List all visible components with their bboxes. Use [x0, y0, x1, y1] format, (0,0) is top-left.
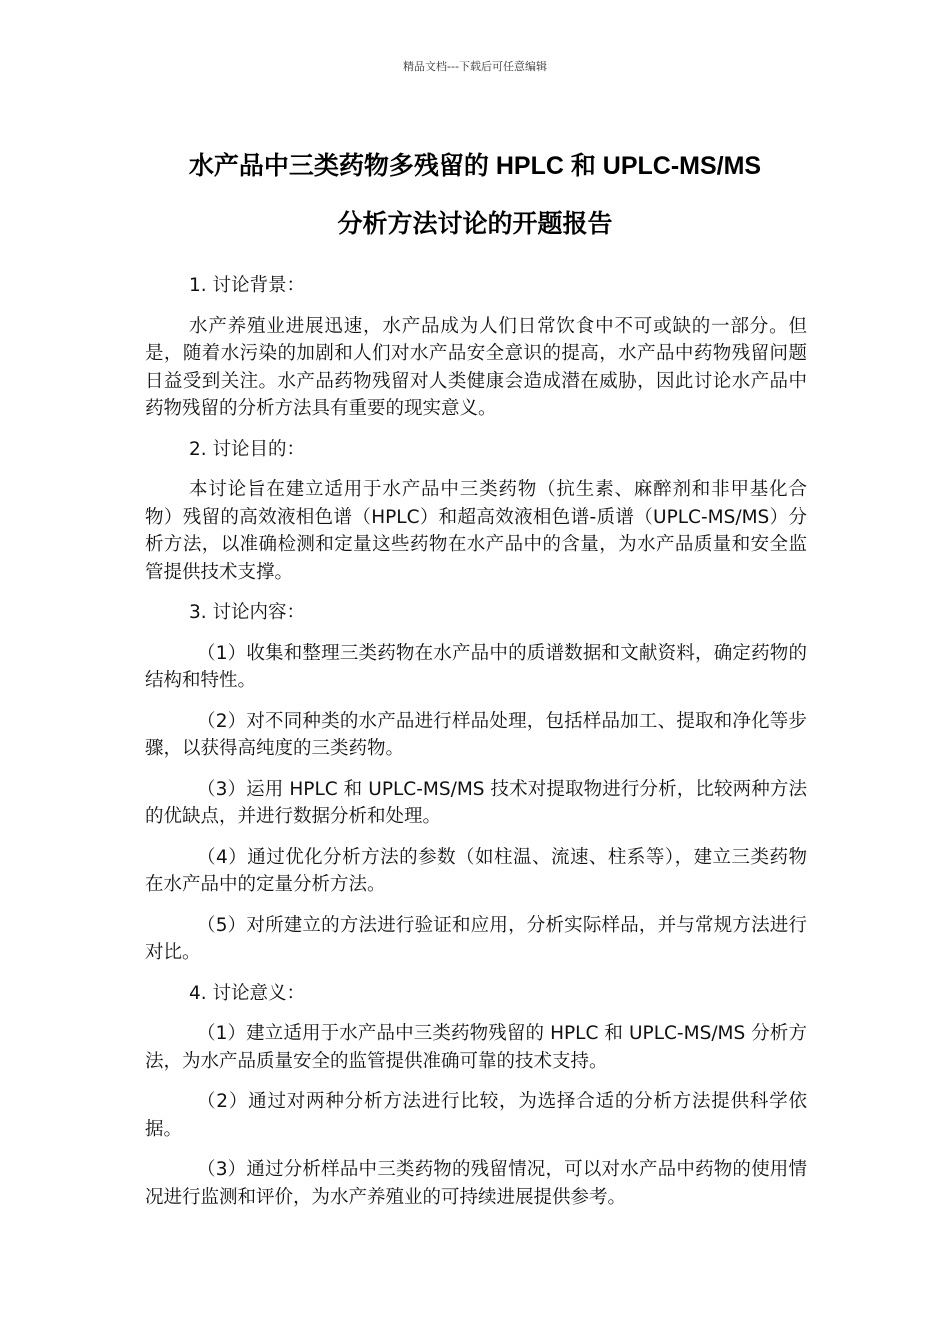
section-3-item-3: （3）运用 HPLC 和 UPLC-MS/MS 技术对提取物进行分析，比较两种方法的优缺点，并进行数据分析和处理。 [145, 778, 807, 827]
section-4-item-1: （1）建立适用于水产品中三类药物残留的 HPLC 和 UPLC-MS/MS 分析方法，为水产品质量安全的监管提供准确可靠的技术支持。 [145, 1023, 807, 1072]
document-title [100, 137, 850, 253]
section-3-item-5: （5）对所建立的方法进行验证和应用，分析实际样品，并与常规方法进行对比。 [145, 914, 807, 963]
section-3-heading: 3. 讨论内容： [189, 602, 306, 623]
title-line-1: 水产品中三类药物多残留的 HPLC 和 UPLC-MS/MS [188, 152, 762, 180]
section-1-heading: 1. 讨论背景： [189, 275, 306, 296]
section-4-heading: 4. 讨论意义： [189, 982, 306, 1004]
section-4-item-3: （3）通过分析样品中三类药物的残留情况，可以对水产品中药物的使用情况进行监测和评价，为水产养殖业的可持续进展提供参考。 [145, 1159, 807, 1208]
header-note: 精品文档---下载后可任意编辑 [403, 60, 547, 73]
section-2-paragraph: 本讨论旨在建立适用于水产品中三类药物（抗生素、麻醉剂和非甲基化合物）残留的高效液相色谱（HPLC）和超高效液相色谱-质谱（UPLC-MS/MS）分析方法，以准确检测和定量这些药物在水产品中的含量，为水产品质量和安全监管提供技术支撑。 [145, 479, 807, 583]
title-line-2: 分析方法讨论的开题报告 [337, 210, 613, 238]
section-1-paragraph: 水产养殖业进展迅速，水产品成为人们日常饮食中不可或缺的一部分。但是，随着水污染的加剧和人们对水产品安全意识的提高，水产品中药物残留问题日益受到关注。水产品药物残留对人类健康会造成潜在威胁，因此讨论水产品中药物残留的分析方法具有重要的现实意义。 [145, 315, 807, 419]
section-2-heading: 2. 讨论目的： [189, 438, 306, 460]
section-3-item-1: （1）收集和整理三类药物在水产品中的质谱数据和文献资料，确定药物的结构和特性。 [145, 642, 807, 691]
section-3-item-4: （4）通过优化分析方法的参数（如柱温、流速、柱系等），建立三类药物在水产品中的定量分析方法。 [145, 846, 807, 895]
document-body [145, 272, 807, 1224]
section-3-item-2: （2）对不同种类的水产品进行样品处理，包括样品加工、提取和净化等步骤，以获得高纯度的三类药物。 [145, 710, 807, 759]
section-4-item-2: （2）通过对两种分析方法进行比较，为选择合适的分析方法提供科学依据。 [145, 1091, 807, 1140]
